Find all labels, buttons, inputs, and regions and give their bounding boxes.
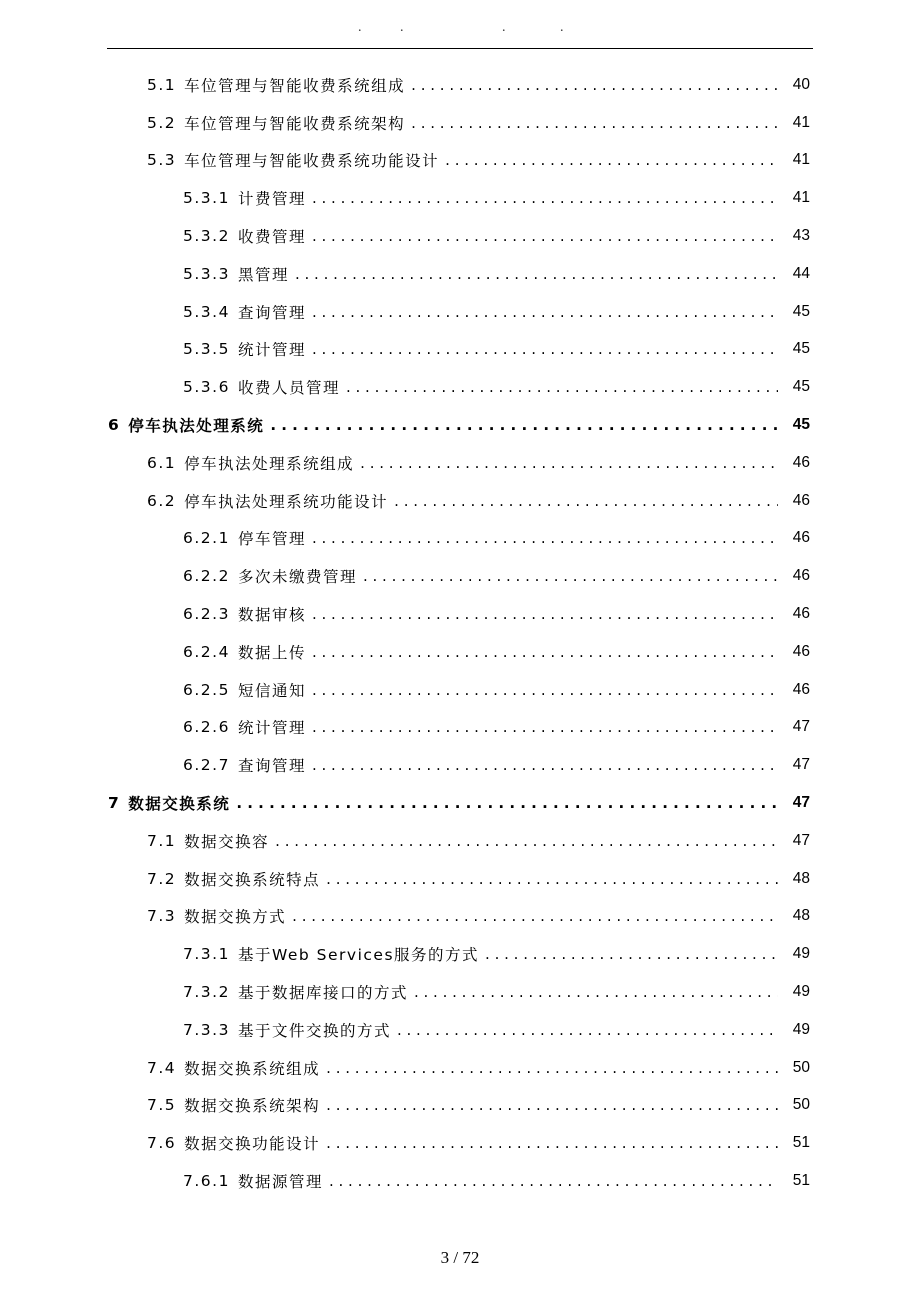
toc-entry[interactable] (0, 898, 920, 936)
toc-entry[interactable] (0, 709, 920, 747)
toc-entry-number: 6.2.4 (183, 642, 230, 661)
toc-entry-page: 46 (792, 605, 810, 623)
toc-entry-page: 40 (792, 75, 810, 93)
toc-entry-page: 49 (792, 945, 810, 963)
toc-entry[interactable] (0, 557, 920, 595)
toc-leader-dots (360, 454, 778, 472)
toc-entry-page: 46 (792, 453, 810, 471)
toc-entry[interactable] (0, 784, 920, 822)
header-divider (107, 48, 813, 49)
toc-entry-number: 6.2.1 (183, 529, 230, 548)
toc-entry-number: 6.2 (147, 491, 177, 510)
toc-entry-page: 41 (792, 189, 810, 207)
toc-entry-page: 47 (792, 718, 810, 736)
toc-entry-title: 车位管理与智能收费系统组成 (184, 76, 406, 95)
toc-entry-number: 6.1 (147, 453, 177, 472)
toc-entry-page: 47 (792, 831, 810, 849)
toc-entry-title: 黑管理 (237, 265, 289, 284)
header-dot: . (560, 20, 564, 35)
toc-entry-title: 数据交换功能设计 (184, 1135, 321, 1154)
toc-entry-page: 46 (792, 642, 810, 660)
toc-entry-title: 查询管理 (237, 303, 306, 322)
toc-entry-page: 51 (792, 1172, 810, 1189)
toc-entry-number: 6.2.2 (183, 567, 230, 586)
toc-entry[interactable] (0, 973, 920, 1011)
header-dot: . (502, 20, 506, 35)
toc-entry-number: 6.2.3 (183, 605, 230, 624)
toc-entry-number: 7.3.2 (183, 983, 230, 1002)
toc-entry[interactable] (0, 179, 920, 217)
toc-leader-dots (363, 567, 778, 585)
toc-entry[interactable] (0, 595, 920, 633)
toc-entry-title: 统计管理 (237, 341, 306, 360)
header-dots (0, 20, 920, 40)
toc-leader-dots (326, 870, 778, 888)
toc-entry-title: 数据交换容 (184, 832, 270, 851)
toc-leader-dots (270, 416, 778, 434)
page-footer (0, 1248, 920, 1268)
toc-entry-number: 7.6 (147, 1134, 177, 1153)
toc-entry-number: 6.2.6 (183, 718, 230, 737)
toc-entry-page: 45 (792, 416, 810, 434)
toc-entry[interactable] (0, 482, 920, 520)
toc-entry-title: 基于文件交换的方式 (237, 1021, 391, 1040)
toc-entry-title: 数据审核 (237, 606, 306, 625)
toc-entry[interactable] (0, 1049, 920, 1087)
toc-leader-dots (326, 1134, 778, 1152)
header-dot: . (400, 20, 404, 35)
toc-entry-number: 7.4 (147, 1058, 177, 1077)
toc-entry-number: 5.3.1 (183, 189, 230, 208)
toc-entry-title: 停车执法处理系统组成 (184, 454, 355, 473)
toc-entry[interactable] (0, 1087, 920, 1125)
toc-leader-dots (312, 718, 778, 736)
toc-entry-title: 数据交换系统 (128, 795, 231, 814)
toc-leader-dots (312, 227, 778, 245)
toc-entry-title: 统计管理 (237, 719, 306, 738)
toc-entry-title: 收费人员管理 (237, 379, 340, 398)
toc-entry-page: 48 (792, 869, 810, 887)
toc-entry-page: 46 (792, 491, 810, 509)
toc-entry-number: 5.3.4 (183, 302, 230, 321)
toc-entry-title: 车位管理与智能收费系统架构 (184, 114, 406, 133)
toc-leader-dots (236, 794, 778, 812)
header-dot: . (358, 20, 362, 35)
toc-leader-dots (312, 681, 778, 699)
toc-entry-title: 数据交换系统组成 (184, 1059, 321, 1078)
toc-leader-dots (326, 1096, 778, 1114)
toc-leader-dots (312, 643, 778, 661)
toc-entry-title: 停车执法处理系统功能设计 (184, 492, 389, 511)
toc-entry[interactable] (0, 406, 920, 444)
toc-entry[interactable] (0, 1124, 920, 1162)
toc-leader-dots (275, 832, 778, 850)
toc-entry-page: 41 (792, 113, 810, 131)
toc-entry[interactable] (0, 104, 920, 142)
toc-entry-page: 45 (792, 340, 810, 358)
toc-leader-dots (312, 605, 778, 623)
toc-leader-dots (346, 378, 778, 396)
toc-entry-number: 7.6.1 (183, 1172, 230, 1190)
toc-leader-dots (312, 756, 778, 774)
toc-entry-number: 6.2.5 (183, 680, 230, 699)
toc-entry-number: 7.3 (147, 907, 177, 926)
toc-entry-number: 6 (108, 416, 121, 435)
toc-entry-page: 41 (792, 151, 810, 169)
toc-entry[interactable] (0, 746, 920, 784)
toc-entry-title: 停车管理 (237, 530, 306, 549)
toc-entry[interactable] (0, 255, 920, 293)
toc-leader-dots (411, 76, 778, 94)
toc-entry-page: 44 (792, 264, 810, 282)
toc-entry[interactable] (0, 935, 920, 973)
toc-entry-number: 5.2 (147, 113, 177, 132)
toc-entry-page: 47 (792, 756, 810, 774)
toc-leader-dots (329, 1172, 778, 1190)
toc-entry[interactable] (0, 671, 920, 709)
toc-entry-number: 7.3.1 (183, 945, 230, 964)
toc-entry[interactable] (0, 1162, 920, 1200)
toc-entry-number: 7.2 (147, 869, 177, 888)
toc-leader-dots (414, 983, 778, 1001)
toc-entry[interactable] (0, 520, 920, 558)
toc-entry-number: 7.5 (147, 1096, 177, 1115)
toc-leader-dots (397, 1021, 778, 1039)
toc-entry-page: 45 (792, 378, 810, 396)
toc-entry[interactable] (0, 66, 920, 104)
toc-leader-dots (312, 529, 778, 547)
toc-leader-dots (394, 492, 778, 510)
toc-entry-page: 45 (792, 302, 810, 320)
toc-leader-dots (326, 1059, 778, 1077)
toc-entry[interactable] (0, 444, 920, 482)
toc-entry-page: 46 (792, 680, 810, 698)
toc-leader-dots (312, 340, 778, 358)
toc-entry[interactable] (0, 860, 920, 898)
toc-entry-number: 5.3.3 (183, 264, 230, 283)
toc-leader-dots (312, 189, 778, 207)
toc-entry-number: 7 (108, 794, 121, 813)
toc-entry-page: 50 (792, 1096, 810, 1114)
toc-entry[interactable] (0, 1011, 920, 1049)
toc-entry-title: 收费管理 (237, 228, 306, 247)
toc-entry-page: 51 (792, 1134, 810, 1152)
toc-entry-page: 49 (792, 983, 810, 1001)
toc-entry-number: 7.3.3 (183, 1020, 230, 1039)
toc-entry-title: 查询管理 (237, 757, 306, 776)
toc-entry-page: 47 (792, 794, 810, 812)
toc-entry-number: 5.1 (147, 75, 177, 94)
toc-leader-dots (411, 114, 778, 132)
toc-entry-title: 多次未缴费管理 (237, 568, 357, 587)
toc-entry[interactable] (0, 331, 920, 369)
toc-entry-title: 短信通知 (237, 681, 306, 700)
toc-entry-number: 5.3.5 (183, 340, 230, 359)
toc-entry-page: 43 (792, 227, 810, 245)
toc-entry-title: 数据源管理 (237, 1173, 323, 1191)
toc-leader-dots (445, 151, 778, 169)
toc-leader-dots (485, 945, 778, 963)
toc-entry-title: 车位管理与智能收费系统功能设计 (184, 152, 440, 171)
toc-leader-dots (295, 265, 778, 283)
toc-entry-page: 50 (792, 1058, 810, 1076)
toc-entry-title: 数据上传 (237, 643, 306, 662)
toc-leader-dots (292, 907, 778, 925)
toc-entry-number: 6.2.7 (183, 756, 230, 775)
toc-entry-title: 停车执法处理系统 (128, 417, 265, 436)
toc-entry-page: 48 (792, 907, 810, 925)
toc-entry-title: 数据交换系统架构 (184, 1097, 321, 1116)
toc-entry-number: 5.3.6 (183, 378, 230, 397)
toc-entry-number: 7.1 (147, 831, 177, 850)
toc-entry[interactable] (0, 822, 920, 860)
toc-entry-title: 基于Web Services服务的方式 (237, 946, 480, 965)
toc-entry[interactable] (0, 633, 920, 671)
toc-entry[interactable] (0, 142, 920, 180)
page-indicator: 3 / 72 (440, 1248, 480, 1267)
toc-entry-title: 数据交换方式 (184, 908, 287, 927)
toc-leader-dots (312, 303, 778, 321)
toc-entry-title: 基于数据库接口的方式 (237, 984, 408, 1003)
toc-entry-number: 5.3.2 (183, 227, 230, 246)
toc-entry-page: 46 (792, 567, 810, 585)
toc-entry[interactable] (0, 368, 920, 406)
toc-entry[interactable] (0, 293, 920, 331)
toc-entry-page: 49 (792, 1020, 810, 1038)
toc-entry-page: 46 (792, 529, 810, 547)
toc-entry-title: 计费管理 (237, 190, 306, 209)
toc-entry-number: 5.3 (147, 151, 177, 170)
toc-entry-title: 数据交换系统特点 (184, 870, 321, 889)
table-of-contents (0, 66, 920, 1200)
toc-entry[interactable] (0, 217, 920, 255)
